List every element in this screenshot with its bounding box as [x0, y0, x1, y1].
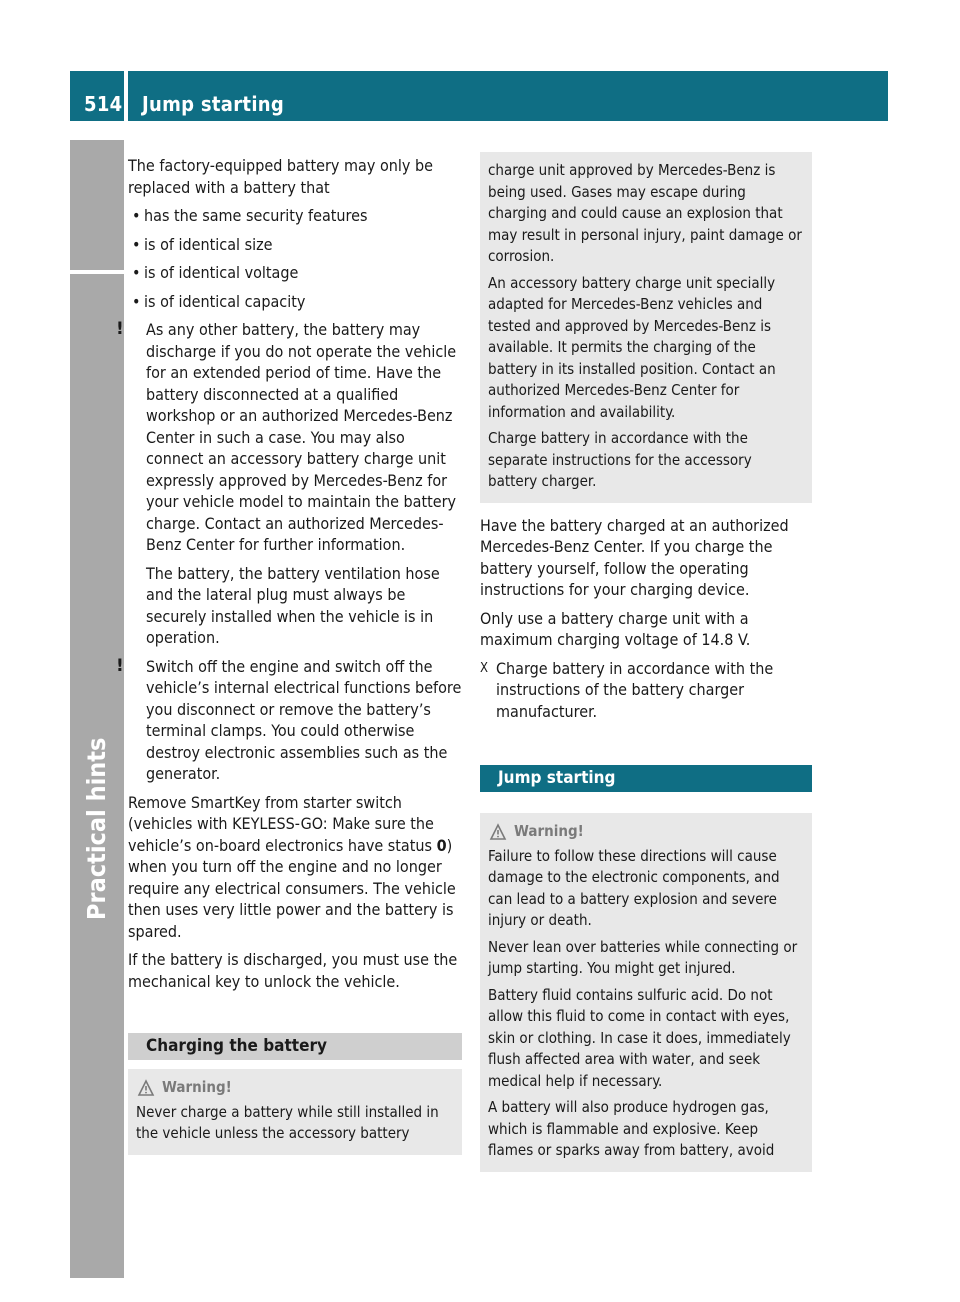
- warning-box-charging: [128, 1069, 462, 1155]
- bullet-marker: •: [132, 206, 141, 225]
- smartkey-paragraph: Remove SmartKey from starter switch (vehicles with KEYLESS-GO: Make sure the vehicle’s on-board electronics have status 0) when you turn off the engine and no longer require any electrical consumers. The vehicle then uses very little power and the battery is spared.: [128, 792, 456, 941]
- list-item: • is of identical size: [132, 234, 273, 254]
- right-column: [480, 152, 812, 1172]
- side-tab: [70, 140, 124, 1278]
- bullet-marker: •: [132, 263, 141, 282]
- warning-box-continued: [480, 152, 812, 503]
- note-switch-off: ! Switch off the engine and switch off the vehicle’s internal electrical functions before you disconnect or remove the battery’s terminal clamps. You could otherwise destroy electronic assemblies such as the generator.: [116, 655, 462, 783]
- page-number: 514: [84, 92, 123, 116]
- requirements-list: [128, 205, 462, 312]
- charge-paragraph: Have the battery charged at an authorized Mercedes-Benz Center. If you charge the battery yourself, follow the operating instructions for your charging device.: [480, 515, 789, 599]
- warning-text: A battery will also produce hydrogen gas, which is flammable and explosive. Keep flames or sparks away from battery, avoid: [488, 1098, 775, 1159]
- warning-header: Warning!: [488, 821, 804, 843]
- exclamation-icon: !: [116, 655, 124, 676]
- section-title: Jump starting: [142, 92, 285, 116]
- status-value: 0: [436, 835, 447, 855]
- jump-starting-heading: Jump starting: [480, 765, 812, 792]
- list-item: • is of identical voltage: [132, 263, 299, 282]
- note-battery-discharge: ! As any other battery, the battery may discharge if you do not operate the vehicle for an extended period of time. Have the battery disconnected at a qualified workshop or an authorized Mercedes-Benz Center in such a case. You may also connect an accessory battery charge unit expressly approved by Mercedes-Benz for your vehicle model to maintain the battery charge. Contact an authorized Mercedes-Benz Center for further information.: [116, 319, 457, 554]
- page-header: [70, 71, 888, 121]
- bullet-marker: •: [132, 291, 141, 311]
- list-item: • is of identical capacity: [132, 291, 306, 311]
- warning-triangle-icon: [136, 1079, 162, 1097]
- warning-text: Never charge a battery while still installed in the vehicle unless the accessory battery: [136, 1102, 439, 1142]
- list-item: • has the same security features: [132, 206, 368, 225]
- charging-section-heading: Charging the battery: [128, 1033, 462, 1060]
- side-tab-label: Practical hints: [82, 737, 111, 920]
- voltage-paragraph: Only use a battery charge unit with a maximum charging voltage of 14.8 V.: [480, 608, 751, 649]
- warning-text: charge unit approved by Mercedes-Benz is being used. Gases may escape during charging and could cause an explosion that may result in personal injury, paint damage or corrosion.: [488, 161, 802, 265]
- step-arrow-icon: X: [480, 660, 489, 676]
- exclamation-icon: !: [116, 319, 124, 339]
- left-column: [116, 155, 462, 1155]
- warning-text: Charge battery in accordance with the separate instructions for the accessory battery charger.: [488, 429, 752, 490]
- intro-paragraph: The factory-equipped battery may only be replaced with a battery that: [128, 156, 433, 197]
- warning-header: Warning!: [136, 1077, 454, 1099]
- warning-text: An accessory battery charge unit specially adapted for Mercedes-Benz vehicles and tested and approved by Mercedes-Benz is available. It permits the charging of the battery in its installed position. Contact an authorized Mercedes-Benz Center for information and availability.: [488, 273, 776, 421]
- warning-text: Never lean over batteries while connecting or jump starting. You might get injured.: [488, 937, 798, 977]
- bullet-marker: •: [132, 234, 141, 254]
- instruction-step: X Charge battery in accordance with the instructions of the battery charger manufacturer.: [480, 658, 774, 721]
- warning-text: Failure to follow these directions will cause damage to the electronic components, and can lead to a battery explosion and severe injury or death.: [488, 846, 780, 929]
- side-tab-upper-block: [70, 140, 124, 270]
- warning-text: Battery fluid contains sulfuric acid. Do not allow this fluid to come in contact with eyes, skin or clothing. In case it does, immediately flush affected area with water, and seek medical help if necessary.: [488, 985, 791, 1090]
- warning-triangle-icon: [488, 823, 514, 841]
- warning-box-jump-starting: [480, 813, 812, 1172]
- note-continuation: The battery, the battery ventilation hose and the lateral plug must always be securely installed when the vehicle is in operation.: [146, 563, 440, 647]
- discharged-paragraph: If the battery is discharged, you must use the mechanical key to unlock the vehicle.: [128, 950, 458, 991]
